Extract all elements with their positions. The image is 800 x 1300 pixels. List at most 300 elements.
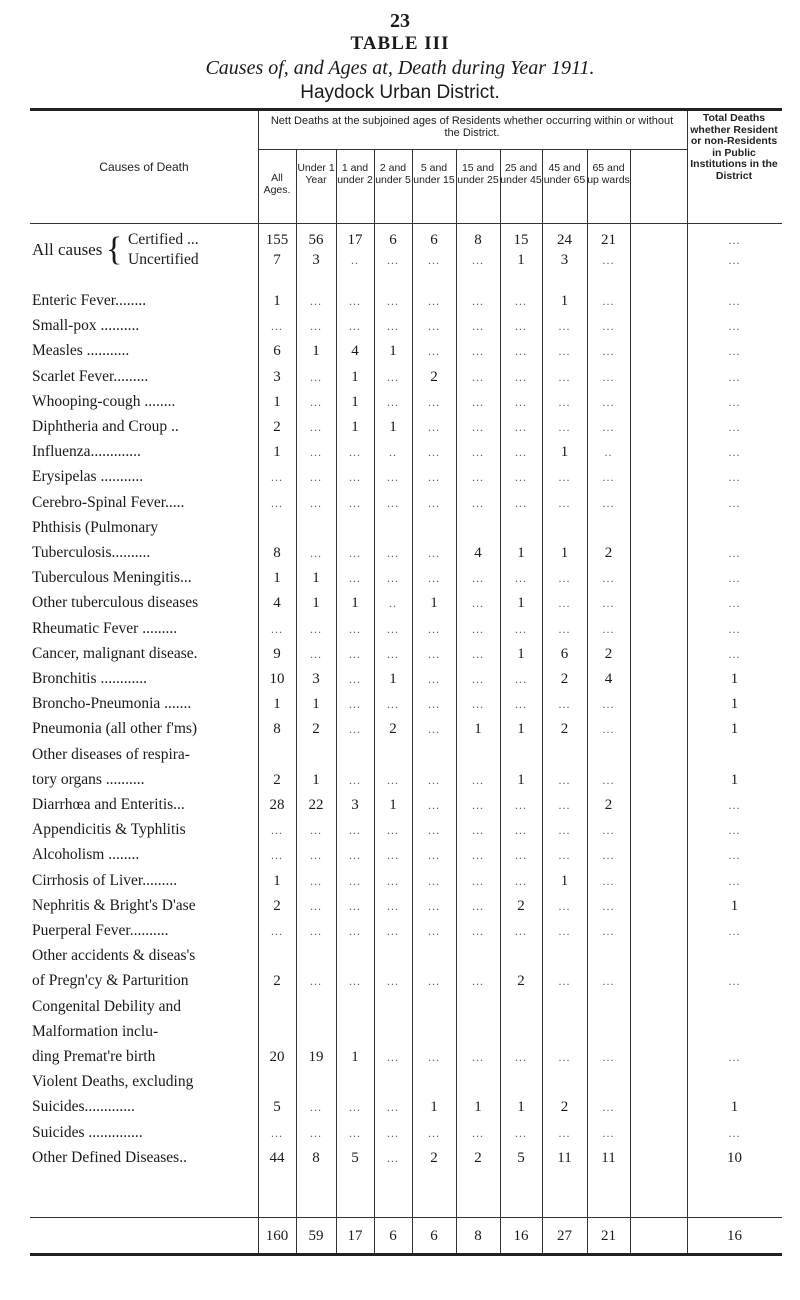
cause-row-value: 1 [312, 772, 320, 788]
cause-row-value: ... [310, 319, 322, 333]
table-title: TABLE III [350, 33, 450, 54]
cause-row-label: Whooping-cough ........ [32, 393, 176, 410]
cause-row-value: ... [310, 924, 322, 938]
cause-row-value: ... [428, 798, 440, 812]
cause-row-value: ... [602, 924, 615, 938]
cause-row-value: ... [558, 798, 571, 812]
cause-row-label: Alcoholism ........ [32, 846, 140, 863]
cause-row-value: 2 [312, 721, 320, 737]
totals-row-value: 16 [727, 1228, 742, 1244]
cause-row-value: ... [472, 848, 484, 862]
totals-row-value: 21 [601, 1228, 616, 1244]
cause-row-value: 1 [730, 671, 739, 687]
header-age-5: 15 and under 25 [457, 162, 499, 186]
cause-row-value: ... [515, 924, 527, 938]
cause-row-value: ... [602, 596, 615, 610]
cause-row-value: ... [558, 571, 571, 585]
cause-row-value: ... [602, 1050, 615, 1064]
cause-row-value: ... [472, 1126, 484, 1140]
cause-row-value: 2 [604, 545, 613, 561]
totals-row-value: 8 [474, 1228, 482, 1244]
cause-row-value: ... [472, 622, 484, 636]
cause-row-value: ... [558, 823, 571, 837]
cause-row-value: ... [349, 294, 361, 308]
cause-row-label: Malformation inclu- [32, 1023, 159, 1040]
cause-row-value: ... [472, 773, 484, 787]
cause-row-label: Other tuberculous diseases [32, 594, 199, 611]
header-age-group: Nett Deaths at the subjoined ages of Residents whether occurring within or without the District. [270, 115, 674, 139]
cause-row-value: 1 [730, 772, 739, 788]
header-age-1: Under 1 Year [297, 162, 335, 186]
cause-row-value: ... [428, 848, 440, 862]
cause-row-value: ... [472, 974, 484, 988]
cause-row-value: ... [349, 571, 361, 585]
cause-row-value: 9 [273, 646, 281, 662]
cause-row-value: ... [428, 722, 440, 736]
cause-row-value: ... [387, 546, 399, 560]
cause-row-label: Small-pox .......... [32, 317, 140, 334]
cause-row-value: ... [310, 470, 322, 484]
cause-row-value: .. [389, 596, 397, 610]
header-rule [30, 223, 782, 224]
cause-row-value: 4 [474, 545, 482, 561]
cause-row-value: ... [602, 773, 615, 787]
cause-row-value: ... [728, 344, 741, 358]
cause-row-value: 1 [730, 721, 739, 737]
cause-row-value: ... [602, 294, 615, 308]
cause-row-value: ... [515, 496, 527, 510]
all-causes-row-value: ... [387, 253, 399, 267]
cause-row-value: 1 [517, 646, 525, 662]
cause-row-value: ... [387, 395, 399, 409]
cause-row-value: 2 [430, 1150, 438, 1166]
cause-row-value: ... [387, 1100, 399, 1114]
cause-row-value: ... [515, 445, 527, 459]
cause-row-value: ... [728, 571, 741, 585]
cause-row-value: ... [515, 823, 527, 837]
cause-row-value: ... [728, 420, 741, 434]
cause-row-value: 1 [312, 343, 320, 359]
cause-row-value: ... [728, 546, 741, 560]
cause-row-value: ... [558, 974, 571, 988]
cause-row-label: Cancer, malignant disease. [32, 645, 198, 662]
cause-row-value: ... [428, 647, 440, 661]
cause-row-value: ... [349, 899, 361, 913]
cause-row-label: of Pregn'cy & Parturition [32, 972, 189, 989]
cause-row-value: ... [728, 924, 741, 938]
cause-row-value: ... [310, 622, 322, 636]
cause-row-value: ... [602, 496, 615, 510]
cause-row-value: ... [271, 496, 283, 510]
cause-row-value: ... [428, 899, 440, 913]
cause-row-value: ... [310, 546, 322, 560]
cause-row-value: ... [387, 622, 399, 636]
cause-row-value: ... [602, 571, 615, 585]
cause-row-value: ... [472, 672, 484, 686]
cause-row-value: 8 [273, 545, 281, 561]
header-age-6: 25 and under 45 [500, 162, 542, 186]
cause-row-value: ... [472, 370, 484, 384]
cause-row-value: ... [728, 445, 741, 459]
cause-row-value: 20 [269, 1049, 285, 1065]
header-causes: Causes of Death [99, 160, 189, 174]
cause-row-value: ... [349, 445, 361, 459]
cause-row-value: ... [428, 319, 440, 333]
cause-row-value: ... [428, 420, 440, 434]
cause-row-value: ... [349, 722, 361, 736]
cause-row-label: Other accidents & diseas's [32, 947, 196, 964]
cause-row-value: ... [310, 874, 322, 888]
cause-row-value: ... [602, 848, 615, 862]
header-age-3: 2 and under 5 [375, 162, 411, 186]
cause-row-value: ... [428, 1126, 440, 1140]
cause-row-value: ... [428, 823, 440, 837]
cause-row-value: ... [387, 319, 399, 333]
cause-row-value: ... [428, 395, 440, 409]
district-name: Haydock Urban District. [300, 82, 500, 103]
all-causes-row-value: 3 [560, 252, 569, 268]
cause-row-value: ... [472, 924, 484, 938]
cause-row-value: ... [515, 370, 527, 384]
cause-row-value: 1 [389, 797, 397, 813]
cause-row-value: ... [310, 647, 322, 661]
cause-row-value: ... [602, 622, 615, 636]
cause-row-label: Diphtheria and Croup .. [32, 418, 179, 435]
cause-row-value: 1 [312, 595, 320, 611]
cause-row-value: ... [271, 319, 283, 333]
cause-row-value: ... [515, 874, 527, 888]
cause-row-value: ... [387, 496, 399, 510]
cause-row-value: 3 [273, 369, 281, 385]
totals-row-value: 160 [265, 1228, 289, 1244]
cause-row-value: ... [387, 294, 399, 308]
cause-row-label: Tuberculous Meningitis... [32, 569, 192, 586]
cause-row-value: ... [728, 395, 741, 409]
cause-row-value: ... [728, 622, 741, 636]
cause-row-value: ... [387, 823, 399, 837]
cause-row-value: 11 [557, 1150, 572, 1166]
table-subtitle: Causes of, and Ages at, Death during Year 1911. [205, 57, 595, 79]
cause-row-label: Pneumonia (all other f'ms) [32, 720, 198, 737]
cause-row-value: ... [428, 445, 440, 459]
cause-row-value: ... [558, 470, 571, 484]
cause-row-value: 19 [308, 1049, 324, 1065]
page-number: 23 [390, 10, 410, 32]
cause-row-value: ... [515, 470, 527, 484]
cause-row-label: Cerebro-Spinal Fever..... [32, 494, 185, 511]
cause-row-label: Suicides .............. [32, 1124, 143, 1141]
cause-row-value: ... [387, 874, 399, 888]
all-causes-row-value: 21 [601, 232, 616, 248]
brace-icon: { [106, 231, 123, 268]
totals-row-value: 6 [430, 1228, 438, 1244]
cause-row-value: ... [349, 1100, 361, 1114]
header-age-0: All Ages. [263, 172, 291, 196]
all-causes-row-value: 17 [347, 232, 363, 248]
cause-row-value: ... [558, 496, 571, 510]
cause-row-value: ... [558, 622, 571, 636]
cause-row-value: ... [558, 1050, 571, 1064]
totals-row-value: 17 [347, 1228, 363, 1244]
cause-row-value: 1 [560, 873, 569, 889]
cause-row-value: ... [602, 470, 615, 484]
cause-row-value: 5 [517, 1150, 525, 1166]
cause-row-value: ... [349, 874, 361, 888]
cause-row-value: ... [515, 798, 527, 812]
cause-row-label: Measles ........... [32, 342, 130, 359]
cause-row-value: ... [271, 848, 283, 862]
cause-row-value: ... [558, 344, 571, 358]
cause-row-value: 2 [273, 973, 281, 989]
cause-row-value: 6 [273, 343, 281, 359]
cause-row-value: ... [472, 395, 484, 409]
cause-row-value: ... [428, 773, 440, 787]
cause-row-value: ... [515, 571, 527, 585]
cause-row-value: ... [558, 370, 571, 384]
cause-row-value: ... [515, 697, 527, 711]
all-causes-row-value: ... [728, 233, 741, 247]
cause-row-value: 2 [389, 721, 397, 737]
cause-row-value: ... [428, 294, 440, 308]
cause-row-value: 11 [601, 1150, 616, 1166]
cause-row-value: ... [515, 395, 527, 409]
cause-row-value: ... [387, 1050, 399, 1064]
cause-row-value: ... [472, 596, 484, 610]
cause-row-value: 1 [430, 595, 438, 611]
cause-row-value: 5 [273, 1099, 281, 1115]
cause-row-value: 1 [517, 1099, 525, 1115]
cause-row-value: 1 [351, 419, 359, 435]
cause-row-value: 4 [351, 343, 359, 359]
cause-row-value: ... [428, 874, 440, 888]
cause-row-value: ... [515, 622, 527, 636]
cause-row-value: 1 [351, 1049, 359, 1065]
cause-row-value: ... [428, 470, 440, 484]
cause-row-value: 2 [273, 898, 281, 914]
cause-row-value: ... [728, 294, 741, 308]
cause-row-value: ... [472, 647, 484, 661]
header-age-8: 65 and up wards [587, 162, 630, 186]
cause-row-value: ... [310, 848, 322, 862]
cause-row-label: Cirrhosis of Liver......... [32, 872, 178, 889]
cause-row-value: 2 [273, 772, 281, 788]
cause-row-value: 1 [517, 772, 525, 788]
cause-row-value: ... [515, 672, 527, 686]
cause-row-value: 3 [351, 797, 359, 813]
cause-row-value: 2 [604, 646, 613, 662]
cause-row-value: 1 [560, 545, 569, 561]
cause-row-value: 4 [604, 671, 613, 687]
cause-row-value: ... [271, 470, 283, 484]
cause-row-value: 10 [269, 671, 285, 687]
cause-row-value: ... [472, 496, 484, 510]
cause-row-value: ... [387, 1126, 399, 1140]
cause-row-value: ... [387, 697, 399, 711]
cause-row-value: 10 [727, 1150, 742, 1166]
cause-row-value: ... [515, 1050, 527, 1064]
cause-row-value: ... [349, 470, 361, 484]
cause-row-value: ... [428, 697, 440, 711]
cause-row-label: Scarlet Fever......... [32, 368, 149, 385]
cause-row-value: ... [349, 546, 361, 560]
cause-row-value: ... [472, 470, 484, 484]
header-total-deaths: Total Deaths whether Resident or non-Residents in Public Institutions in the District [690, 112, 778, 182]
header-rule [258, 149, 687, 150]
cause-row-value: 1 [730, 696, 739, 712]
cause-row-value: ... [349, 823, 361, 837]
cause-row-value: 2 [430, 369, 438, 385]
cause-row-value: 1 [351, 394, 359, 410]
cause-row-value: ... [387, 924, 399, 938]
cause-row-value: ... [349, 773, 361, 787]
all-causes-row-value: 3 [312, 252, 320, 268]
cause-row-value: 8 [273, 721, 281, 737]
cause-row-value: 2 [517, 898, 525, 914]
cause-row-value: ... [472, 294, 484, 308]
cause-row-value: ... [310, 370, 322, 384]
cause-row-value: ... [558, 596, 571, 610]
cause-row-value: ... [558, 899, 571, 913]
cause-row-value: ... [728, 470, 741, 484]
cause-row-value: ... [349, 924, 361, 938]
all-causes-row-value: 6 [430, 232, 438, 248]
cause-row-value: 1 [351, 369, 359, 385]
cause-row-value: ... [428, 1050, 440, 1064]
cause-row-value: ... [602, 899, 615, 913]
cause-row-value: 28 [269, 797, 285, 813]
cause-row-value: ... [387, 773, 399, 787]
cause-row-value: ... [472, 1050, 484, 1064]
cause-row-label: Puerperal Fever.......... [32, 922, 169, 939]
cause-row-value: ... [728, 596, 741, 610]
cause-row-value: ... [728, 848, 741, 862]
totals-row-value: 16 [513, 1228, 529, 1244]
header-age-4: 5 and under 15 [413, 162, 455, 186]
cause-row-value: 5 [351, 1150, 359, 1166]
cause-row-value: ... [728, 496, 741, 510]
cause-row-value: ... [558, 395, 571, 409]
cause-row-value: ... [349, 672, 361, 686]
cause-row-value: 3 [312, 671, 320, 687]
cause-row-value: ... [602, 395, 615, 409]
cause-row-label: Phthisis (Pulmonary [32, 519, 159, 536]
cause-row-value: ... [271, 823, 283, 837]
cause-row-value: ... [387, 848, 399, 862]
cause-row-value: ... [472, 798, 484, 812]
cause-row-label: Appendicitis & Typhlitis [32, 821, 186, 838]
all-causes-row-value: ... [472, 253, 484, 267]
cause-row-value: ... [472, 344, 484, 358]
cause-row-value: ... [515, 294, 527, 308]
cause-row-value: ... [387, 647, 399, 661]
cause-row-label: Congenital Debility and [32, 998, 181, 1015]
cause-row-value: 8 [312, 1150, 320, 1166]
cause-row-value: ... [310, 395, 322, 409]
cause-row-value: ... [428, 672, 440, 686]
cause-row-value: ... [728, 823, 741, 837]
cause-row-value: 1 [273, 293, 281, 309]
cause-row-value: ... [558, 848, 571, 862]
all-causes-row-value: 24 [557, 232, 572, 248]
cause-row-value: ... [728, 798, 741, 812]
all-causes-row-value: 1 [517, 252, 525, 268]
cause-row-label: Bronchitis ............ [32, 670, 147, 687]
cause-row-value: ... [387, 899, 399, 913]
cause-row-value: ... [728, 319, 741, 333]
cause-row-value: ... [602, 1100, 615, 1114]
cause-row-value: ... [310, 1100, 322, 1114]
cause-row-value: 1 [517, 545, 525, 561]
cause-row-value: ... [428, 974, 440, 988]
cause-row-value: ... [271, 924, 283, 938]
cause-row-value: ... [515, 344, 527, 358]
cause-row-value: 1 [560, 293, 569, 309]
header-age-2: 1 and under 2 [337, 162, 373, 186]
cause-row-value: 1 [517, 721, 525, 737]
cause-row-value: ... [387, 974, 399, 988]
cause-row-value: ... [472, 445, 484, 459]
cause-row-label: Violent Deaths, excluding [32, 1073, 194, 1090]
cause-row-label: Influenza............. [32, 443, 141, 460]
cause-row-value: 22 [308, 797, 324, 813]
cause-row-value: 6 [560, 646, 569, 662]
cause-row-value: ... [558, 697, 571, 711]
all-causes-row-label: Uncertified [128, 251, 199, 268]
cause-row-value: ... [472, 319, 484, 333]
cause-row-value: ... [349, 496, 361, 510]
cause-row-value: ... [349, 622, 361, 636]
cause-row-value: 1 [273, 444, 281, 460]
cause-row-value: ... [472, 571, 484, 585]
all-causes-row-value: ... [728, 253, 741, 267]
cause-row-value: ... [310, 445, 322, 459]
cause-row-label: Diarrhœa and Enteritis... [32, 796, 185, 813]
cause-row-value: ... [271, 622, 283, 636]
cause-row-value: ... [472, 697, 484, 711]
cause-row-value: ... [602, 823, 615, 837]
cause-row-value: ... [472, 823, 484, 837]
cause-row-value: ... [472, 899, 484, 913]
cause-row-value: ... [310, 974, 322, 988]
cause-row-label: Nephritis & Bright's D'ase [32, 897, 196, 914]
cause-row-value: ... [349, 697, 361, 711]
column-rule [630, 149, 631, 1253]
all-causes-row-value: 56 [308, 232, 324, 248]
cause-row-value: 1 [474, 1099, 482, 1115]
cause-row-label: Rheumatic Fever ......... [32, 620, 178, 637]
cause-row-value: ... [349, 319, 361, 333]
cause-row-value: 1 [560, 444, 569, 460]
cause-row-value: ... [602, 1126, 615, 1140]
cause-row-value: 1 [430, 1099, 438, 1115]
cause-row-label: ding Premat're birth [32, 1048, 156, 1065]
cause-row-value: ... [387, 370, 399, 384]
cause-row-value: ... [602, 370, 615, 384]
cause-row-value: 1 [351, 595, 359, 611]
cause-row-value: 44 [269, 1150, 285, 1166]
all-causes-row-value: ... [602, 253, 615, 267]
cause-row-value: 1 [312, 570, 320, 586]
cause-row-value: ... [515, 420, 527, 434]
cause-row-value: ... [310, 294, 322, 308]
totals-row-value: 59 [308, 1228, 324, 1244]
cause-row-label: Other Defined Diseases.. [32, 1149, 187, 1166]
cause-row-value: ... [428, 496, 440, 510]
cause-row-value: ... [602, 974, 615, 988]
cause-row-value: ... [728, 974, 741, 988]
cause-row-label: tory organs .......... [32, 771, 145, 788]
cause-row-value: 1 [312, 696, 320, 712]
